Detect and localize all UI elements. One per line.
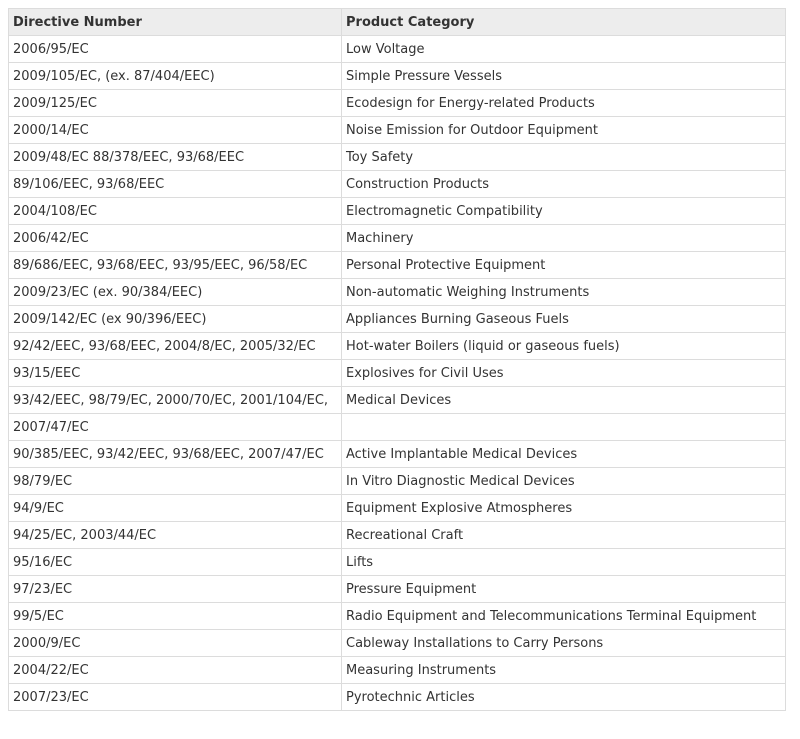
cell-product-category: Medical Devices bbox=[342, 387, 786, 414]
table-row bbox=[9, 495, 786, 522]
table-row bbox=[9, 333, 786, 360]
table-row bbox=[9, 387, 786, 414]
cell-directive-number: 2000/9/EC bbox=[9, 630, 342, 657]
cell-product-category: Radio Equipment and Telecommunications Terminal Equipment bbox=[342, 603, 786, 630]
cell-product-category: Pressure Equipment bbox=[342, 576, 786, 603]
table-row bbox=[9, 36, 786, 63]
cell-product-category: Pyrotechnic Articles bbox=[342, 684, 786, 711]
cell-directive-number: 2007/47/EC bbox=[9, 414, 342, 441]
cell-directive-number: 2009/125/EC bbox=[9, 90, 342, 117]
cell-product-category: Construction Products bbox=[342, 171, 786, 198]
cell-product-category bbox=[342, 414, 786, 441]
cell-directive-number: 94/9/EC bbox=[9, 495, 342, 522]
table-row bbox=[9, 360, 786, 387]
cell-product-category: Measuring Instruments bbox=[342, 657, 786, 684]
cell-product-category: Explosives for Civil Uses bbox=[342, 360, 786, 387]
cell-directive-number: 2004/108/EC bbox=[9, 198, 342, 225]
table-row bbox=[9, 63, 786, 90]
cell-directive-number: 2009/105/EC, (ex. 87/404/EEC) bbox=[9, 63, 342, 90]
cell-product-category: Equipment Explosive Atmospheres bbox=[342, 495, 786, 522]
cell-directive-number: 93/15/EEC bbox=[9, 360, 342, 387]
table-row bbox=[9, 198, 786, 225]
cell-product-category: Toy Safety bbox=[342, 144, 786, 171]
cell-directive-number: 97/23/EC bbox=[9, 576, 342, 603]
cell-directive-number: 2009/142/EC (ex 90/396/EEC) bbox=[9, 306, 342, 333]
cell-product-category: Lifts bbox=[342, 549, 786, 576]
cell-directive-number: 2009/48/EC 88/378/EEC, 93/68/EEC bbox=[9, 144, 342, 171]
table-row bbox=[9, 549, 786, 576]
cell-product-category: Noise Emission for Outdoor Equipment bbox=[342, 117, 786, 144]
table-row bbox=[9, 252, 786, 279]
header-row bbox=[9, 9, 786, 36]
cell-product-category: Recreational Craft bbox=[342, 522, 786, 549]
cell-product-category: Low Voltage bbox=[342, 36, 786, 63]
table-header bbox=[9, 9, 786, 36]
table-row bbox=[9, 603, 786, 630]
table-row bbox=[9, 657, 786, 684]
cell-product-category: Active Implantable Medical Devices bbox=[342, 441, 786, 468]
cell-product-category: Simple Pressure Vessels bbox=[342, 63, 786, 90]
cell-directive-number: 93/42/EEC, 98/79/EC, 2000/70/EC, 2001/104/EC, bbox=[9, 387, 342, 414]
table-row bbox=[9, 90, 786, 117]
cell-directive-number: 95/16/EC bbox=[9, 549, 342, 576]
table-row bbox=[9, 225, 786, 252]
table-row bbox=[9, 279, 786, 306]
cell-directive-number: 92/42/EEC, 93/68/EEC, 2004/8/EC, 2005/32/EC bbox=[9, 333, 342, 360]
cell-directive-number: 2004/22/EC bbox=[9, 657, 342, 684]
table-row bbox=[9, 306, 786, 333]
cell-product-category: Ecodesign for Energy-related Products bbox=[342, 90, 786, 117]
cell-product-category: Appliances Burning Gaseous Fuels bbox=[342, 306, 786, 333]
cell-directive-number: 99/5/EC bbox=[9, 603, 342, 630]
cell-product-category: Hot-water Boilers (liquid or gaseous fuels) bbox=[342, 333, 786, 360]
cell-product-category: In Vitro Diagnostic Medical Devices bbox=[342, 468, 786, 495]
cell-directive-number: 90/385/EEC, 93/42/EEC, 93/68/EEC, 2007/47/EC bbox=[9, 441, 342, 468]
cell-directive-number: 98/79/EC bbox=[9, 468, 342, 495]
header-directive-number: Directive Number bbox=[9, 9, 342, 36]
cell-product-category: Non-automatic Weighing Instruments bbox=[342, 279, 786, 306]
cell-directive-number: 2000/14/EC bbox=[9, 117, 342, 144]
cell-product-category: Machinery bbox=[342, 225, 786, 252]
table-row bbox=[9, 441, 786, 468]
header-product-category: Product Category bbox=[342, 9, 786, 36]
table-body bbox=[9, 36, 786, 711]
cell-directive-number: 89/686/EEC, 93/68/EEC, 93/95/EEC, 96/58/EC bbox=[9, 252, 342, 279]
table-row bbox=[9, 144, 786, 171]
cell-directive-number: 2009/23/EC (ex. 90/384/EEC) bbox=[9, 279, 342, 306]
table-row bbox=[9, 414, 786, 441]
cell-directive-number: 94/25/EC, 2003/44/EC bbox=[9, 522, 342, 549]
table-row bbox=[9, 171, 786, 198]
table-row bbox=[9, 684, 786, 711]
cell-directive-number: 2006/42/EC bbox=[9, 225, 342, 252]
directives-table bbox=[8, 8, 786, 711]
table-row bbox=[9, 576, 786, 603]
cell-directive-number: 89/106/EEC, 93/68/EEC bbox=[9, 171, 342, 198]
cell-product-category: Electromagnetic Compatibility bbox=[342, 198, 786, 225]
table-row bbox=[9, 468, 786, 495]
table-row bbox=[9, 630, 786, 657]
cell-product-category: Personal Protective Equipment bbox=[342, 252, 786, 279]
cell-directive-number: 2007/23/EC bbox=[9, 684, 342, 711]
cell-directive-number: 2006/95/EC bbox=[9, 36, 342, 63]
directives-table-container bbox=[8, 8, 785, 711]
cell-product-category: Cableway Installations to Carry Persons bbox=[342, 630, 786, 657]
table-row bbox=[9, 522, 786, 549]
table-row bbox=[9, 117, 786, 144]
